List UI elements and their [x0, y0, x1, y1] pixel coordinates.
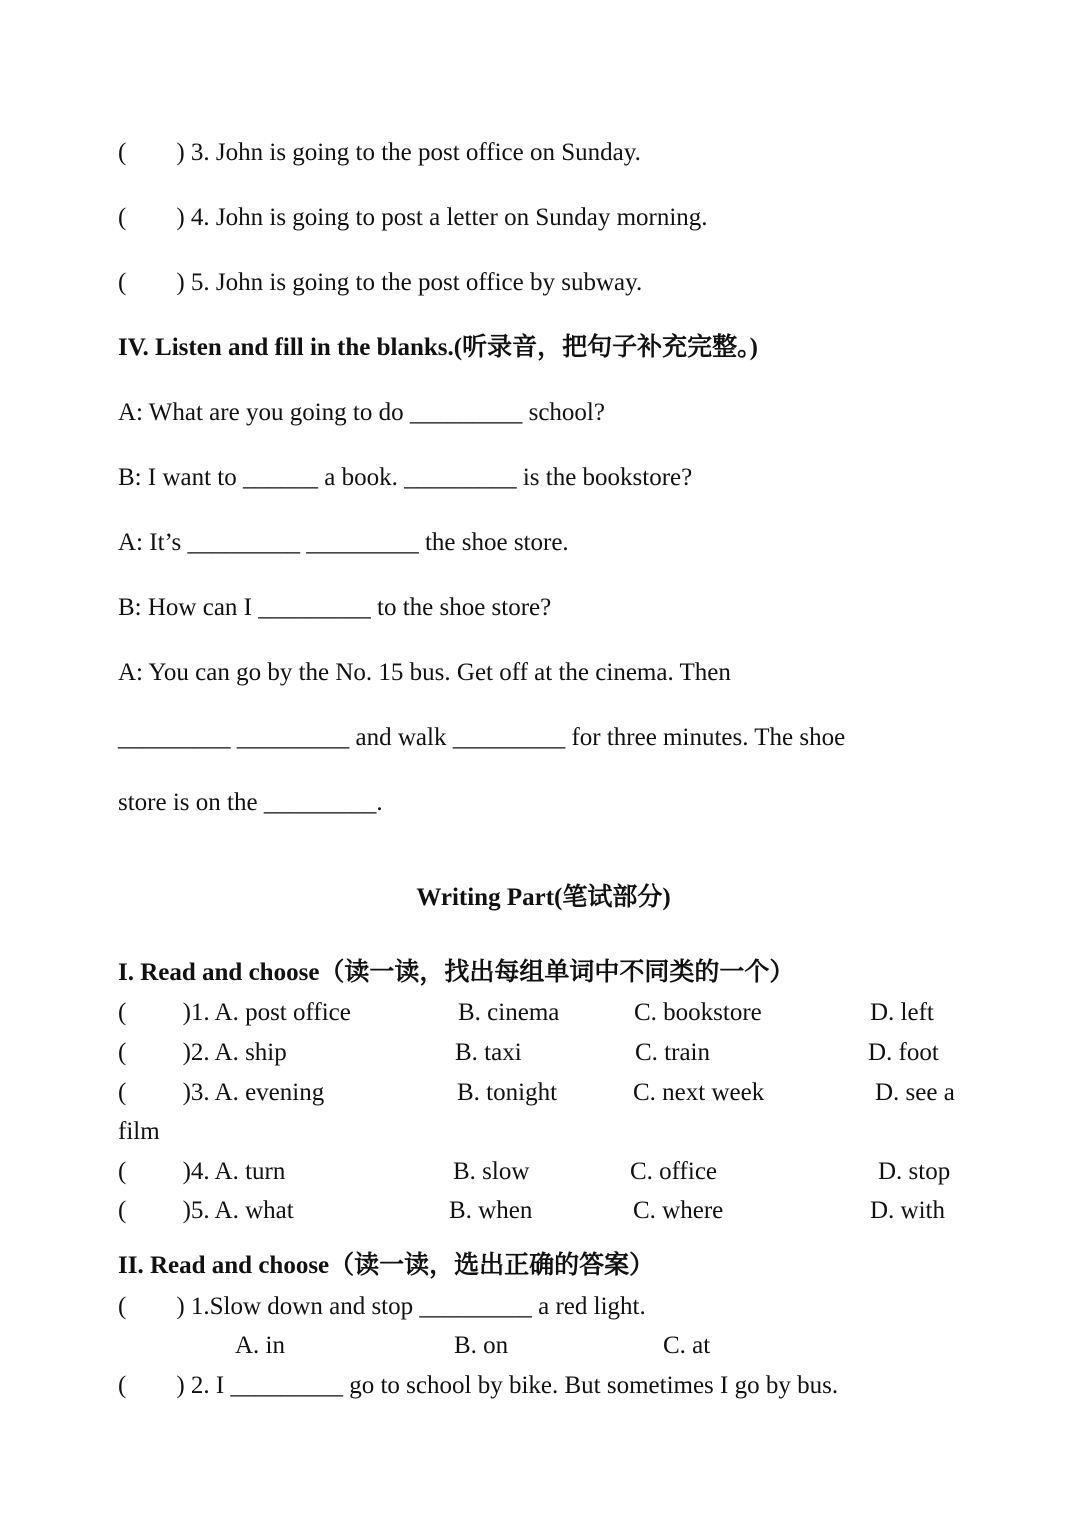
dialogue-line-1: A: What are you going to do _________ school? — [118, 399, 605, 426]
odd-one-item-2-c: C. train — [635, 1039, 710, 1066]
section-heading-listen-fill: IV. Listen and fill in the blanks.(听录音，把句子补充完整。) — [118, 334, 758, 361]
odd-one-item-4-c: C. office — [630, 1158, 718, 1185]
odd-one-item-2-d: D. foot — [868, 1039, 939, 1066]
odd-one-item-3-b: B. tonight — [457, 1079, 558, 1106]
odd-one-item-3: ( )3. A. evening — [118, 1079, 325, 1106]
dialogue-line-2: B: I want to ______ a book. _________ is the bookstore? — [118, 464, 693, 491]
odd-one-item-1-c: C. bookstore — [634, 999, 762, 1026]
odd-one-item-4: ( )4. A. turn — [118, 1158, 286, 1185]
judgement-4: ( ) 4. John is going to post a letter on Sunday morning. — [118, 204, 708, 231]
choice-question-2: ( ) 2. I _________ go to school by bike. But sometimes I go by bus. — [118, 1372, 839, 1399]
odd-one-item-2: ( )2. A. ship — [118, 1039, 287, 1066]
odd-one-item-5-b: B. when — [449, 1197, 533, 1224]
section-heading-read-choose-answer: II. Read and choose（读一读，选出正确的答案） — [118, 1252, 655, 1279]
choice-question-1: ( ) 1.Slow down and stop _________ a red light. — [118, 1293, 646, 1320]
odd-one-item-1-b: B. cinema — [458, 999, 560, 1026]
choice-question-1-option-c: C. at — [663, 1332, 711, 1359]
odd-one-item-4-d: D. stop — [878, 1158, 951, 1185]
section-heading-read-choose-odd: I. Read and choose（读一读，找出每组单词中不同类的一个） — [118, 959, 795, 986]
odd-one-item-5: ( )5. A. what — [118, 1197, 294, 1224]
odd-one-item-1: ( )1. A. post office — [118, 999, 351, 1026]
odd-one-item-5-c: C. where — [633, 1197, 724, 1224]
odd-one-item-3-d: D. see a — [875, 1079, 955, 1106]
dialogue-line-7: store is on the _________. — [118, 789, 383, 816]
odd-one-item-2-b: B. taxi — [455, 1039, 522, 1066]
odd-one-item-1-d: D. left — [870, 999, 934, 1026]
judgement-3: ( ) 3. John is going to the post office on Sunday. — [118, 139, 641, 166]
odd-one-item-3-wrap: film — [118, 1118, 160, 1145]
odd-one-item-5-d: D. with — [870, 1197, 945, 1224]
dialogue-line-5: A: You can go by the No. 15 bus. Get off at the cinema. Then — [118, 659, 731, 686]
choice-question-1-option-b: B. on — [454, 1332, 509, 1359]
choice-question-1-option-a: A. in — [235, 1332, 285, 1359]
dialogue-line-4: B: How can I _________ to the shoe store? — [118, 594, 552, 621]
dialogue-line-3: A: It’s _________ _________ the shoe store. — [118, 529, 569, 556]
dialogue-line-6: _________ _________ and walk _________ for three minutes. The shoe — [118, 724, 846, 751]
odd-one-item-4-b: B. slow — [453, 1158, 530, 1185]
judgement-5: ( ) 5. John is going to the post office by subway. — [118, 269, 643, 296]
writing-part-title: Writing Part(笔试部分) — [416, 884, 671, 911]
odd-one-item-3-c: C. next week — [633, 1079, 765, 1106]
